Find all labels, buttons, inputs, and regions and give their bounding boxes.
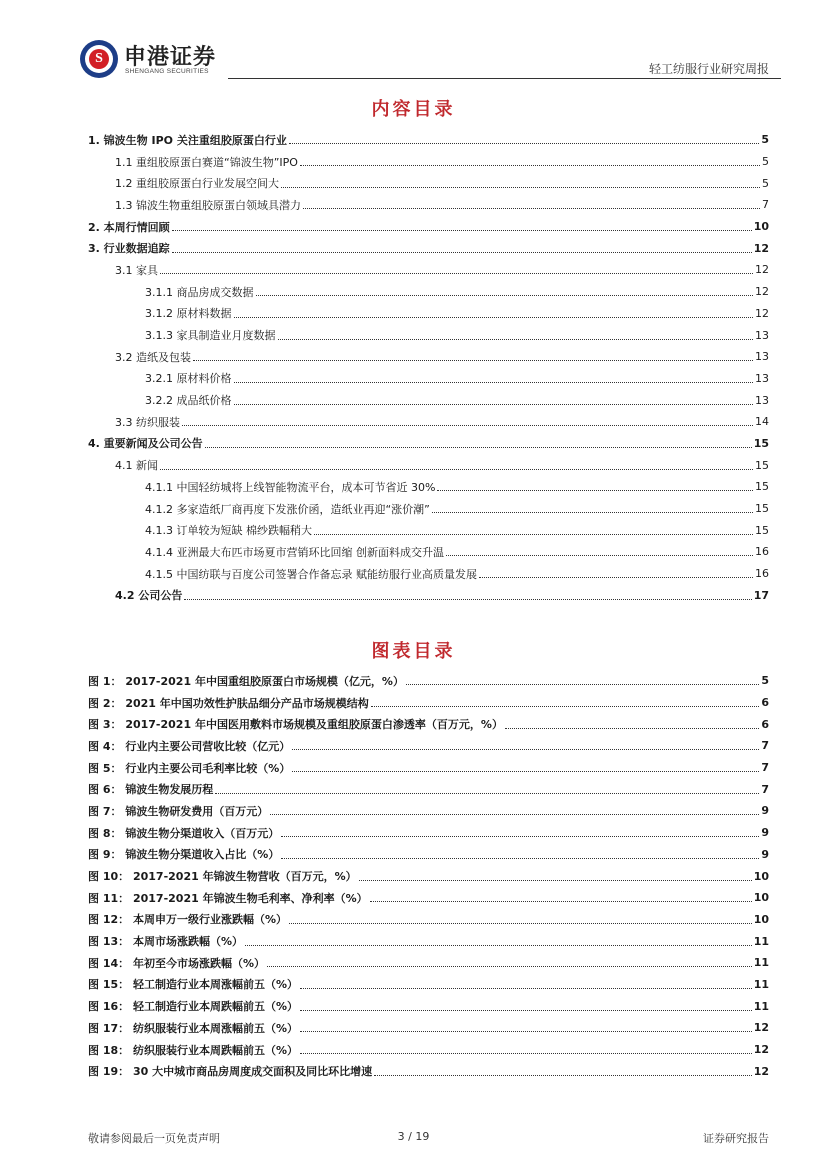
- toc-entry[interactable]: 1.1 重组胶原蛋白赛道“锦波生物”IPO 5: [115, 155, 769, 169]
- figure-entry[interactable]: 图 6： 锦波生物发展历程 7: [88, 782, 769, 797]
- figure-entry[interactable]: 图 12： 本周申万一级行业涨跌幅（%） 10: [88, 912, 769, 927]
- figure-entry[interactable]: 图 14： 年初至今市场涨跌幅（%） 11: [88, 956, 769, 970]
- figure-entry[interactable]: 图 1： 2017-2021 年中国重组胶原蛋白市场规模（亿元，%） 5: [88, 674, 769, 688]
- toc-entry[interactable]: 3.1 家具 12: [115, 263, 769, 277]
- toc-title: 内容目录: [371, 99, 456, 120]
- toc-entry[interactable]: 3. 行业数据追踪 12: [88, 241, 769, 256]
- logo-subtitle: SHENGANG SECURITIES: [125, 68, 209, 75]
- figure-entry[interactable]: 图 19： 30 大中城市商品房周度成交面积及同比环比增速 12: [88, 1064, 769, 1079]
- toc-entry[interactable]: 2. 本周行情回顾 10: [88, 220, 769, 234]
- figure-entry[interactable]: 图 3： 2017-2021 年中国医用敷料市场规模及重组胶原蛋白渗透率（百万元，%） 6: [88, 717, 769, 732]
- figure-entry[interactable]: 图 7： 锦波生物研发费用（百万元） 9: [88, 804, 769, 818]
- toc-list: [88, 129, 769, 606]
- toc-entry[interactable]: 1.3 锦波生物重组胶原蛋白领域具潜力 7: [115, 198, 769, 212]
- logo-name: 申港证券: [124, 45, 217, 70]
- figure-entry[interactable]: 图 11： 2017-2021 年锦波生物毛利率、净利率（%） 10: [88, 891, 769, 905]
- toc-entry[interactable]: 1. 锦波生物 IPO 关注重组胶原蛋白行业 5: [88, 133, 769, 147]
- figure-entry[interactable]: 图 10： 2017-2021 年锦波生物营收（百万元，%） 10: [88, 869, 769, 884]
- toc-entry[interactable]: 1.2 重组胶原蛋白行业发展空间大 5: [115, 176, 769, 191]
- figure-entry[interactable]: 图 15： 轻工制造行业本周涨幅前五（%） 11: [88, 977, 769, 992]
- toc-entry[interactable]: 3.2.2 成品纸价格 13: [145, 393, 769, 408]
- toc-entry[interactable]: 4.1.5 中国纺联与百度公司签署合作备忘录 赋能纺服行业高质量发展 16: [145, 567, 769, 581]
- toc-entry[interactable]: 4. 重要新闻及公司公告 15: [88, 436, 769, 451]
- figure-entry[interactable]: 图 8： 锦波生物分渠道收入（百万元） 9: [88, 826, 769, 840]
- company-logo: [80, 40, 255, 80]
- page-number: 3 / 19: [397, 1130, 430, 1143]
- toc-entry[interactable]: 4.1 新闻 15: [115, 458, 769, 473]
- figure-list: [88, 670, 769, 1082]
- toc-entry[interactable]: 3.2 造纸及包装 13: [115, 350, 769, 364]
- figure-entry[interactable]: 图 2： 2021 年中国功效性护肤品细分产品市场规模结构 6: [88, 696, 769, 710]
- toc-entry[interactable]: 4.2 公司公告 17: [115, 588, 769, 603]
- figure-entry[interactable]: 图 18： 纺织服装行业本周跌幅前五（%） 12: [88, 1043, 769, 1057]
- toc-entry[interactable]: 3.1.2 原材料数据 12: [145, 306, 769, 321]
- figure-entry[interactable]: 图 17： 纺织服装行业本周涨幅前五（%） 12: [88, 1021, 769, 1035]
- header-divider: [228, 78, 781, 79]
- toc-entry[interactable]: 4.1.2 多家造纸厂商再度下发涨价函，造纸业再迎“涨价潮” 15: [145, 502, 769, 516]
- figure-entry[interactable]: 图 5： 行业内主要公司毛利率比较（%） 7: [88, 761, 769, 775]
- logo-mark-icon: S: [80, 40, 118, 78]
- figure-list-title: 图表目录: [371, 641, 456, 662]
- figure-entry[interactable]: 图 4： 行业内主要公司营收比较（亿元） 7: [88, 739, 769, 753]
- figure-entry[interactable]: 图 16： 轻工制造行业本周跌幅前五（%） 11: [88, 999, 769, 1014]
- footer-report-label: 证券研究报告: [703, 1132, 769, 1145]
- toc-entry[interactable]: 3.3 纺织服装 14: [115, 415, 769, 429]
- report-type: 轻工纺服行业研究周报: [648, 62, 769, 76]
- toc-entry[interactable]: 4.1.3 订单较为短缺 棉纱跌幅稍大 15: [145, 523, 769, 538]
- toc-entry[interactable]: 3.1.1 商品房成交数据 12: [145, 285, 769, 299]
- figure-entry[interactable]: 图 9： 锦波生物分渠道收入占比（%） 9: [88, 847, 769, 862]
- figure-entry[interactable]: 图 13： 本周市场涨跌幅（%） 11: [88, 934, 769, 949]
- toc-entry[interactable]: 4.1.4 亚洲最大布匹市场夏市营销环比回缩 创新面料成交升温 16: [145, 545, 769, 559]
- toc-entry[interactable]: 3.2.1 原材料价格 13: [145, 371, 769, 386]
- footer-disclaimer: 敬请参阅最后一页免责声明: [88, 1132, 220, 1145]
- toc-entry[interactable]: 3.1.3 家具制造业月度数据 13: [145, 328, 769, 343]
- toc-entry[interactable]: 4.1.1 中国轻纺城将上线智能物流平台，成本可节省近 30% 15: [145, 480, 769, 494]
